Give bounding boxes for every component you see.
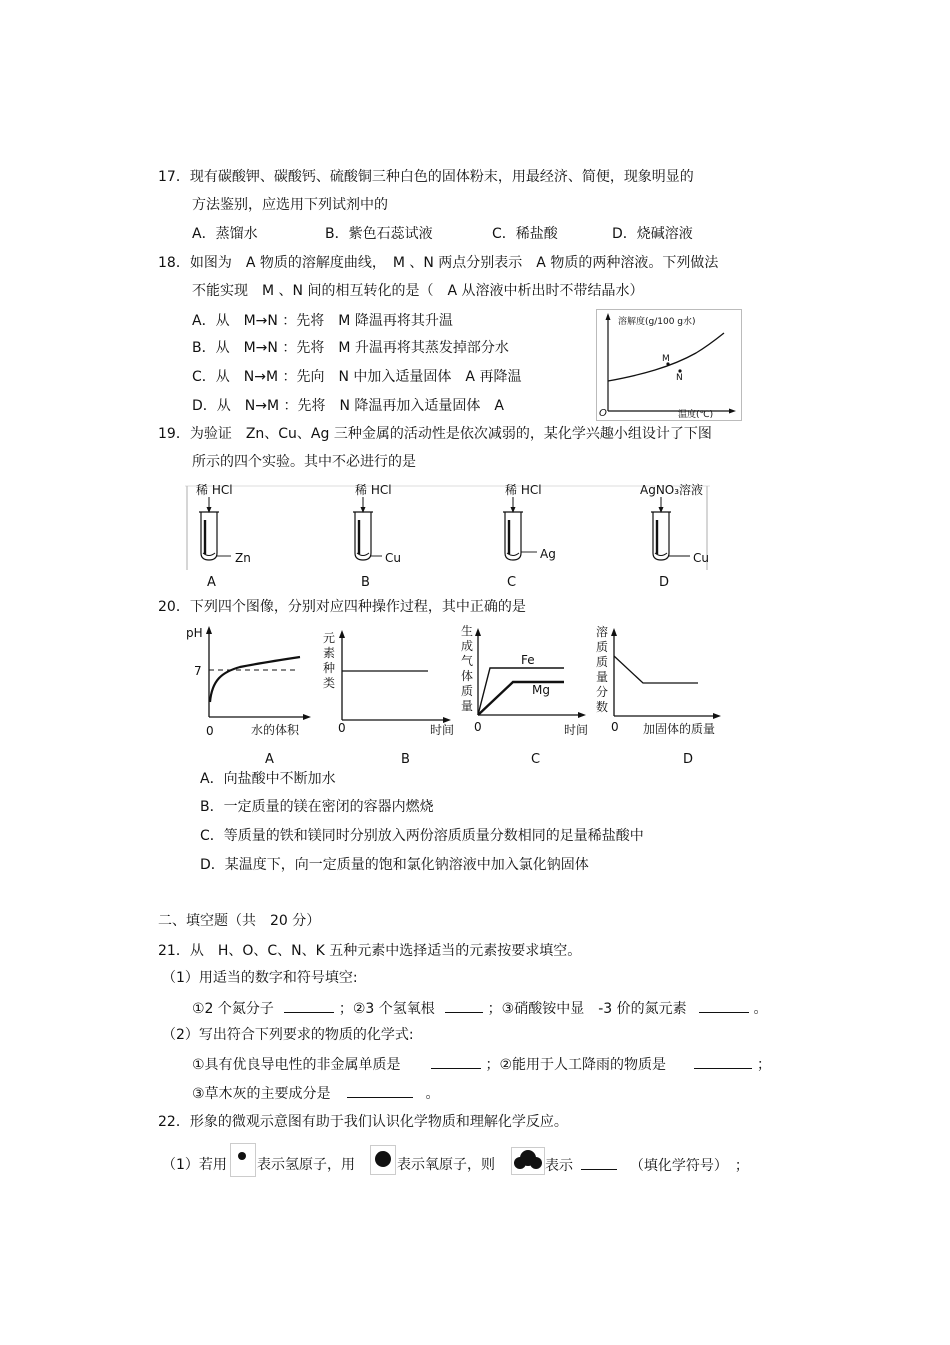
q21-sub1-row (192, 998, 768, 1019)
q21-blank-plant-ash[interactable] (347, 1083, 413, 1098)
q19-tube-d-metal: Cu (693, 551, 709, 565)
q20-graph-b-origin: 0 (338, 721, 346, 735)
q20-option-c: C．等质量的铁和镁同时分别放入两份溶质质量分数相同的足量稀盐酸中 (200, 828, 644, 844)
q18-point-m-label: M (662, 354, 670, 364)
q19-tube-a-reagent: 稀 HCl (196, 483, 233, 497)
svg-text:质: 质 (461, 684, 474, 698)
q18-option-a: A．从 M→N ：先将 M 降温再将其升温 (192, 313, 453, 329)
q17-option-c: C．稀盐酸 (492, 226, 558, 242)
q17-stem-line1: 17．现有碳酸钾、碳酸钙、硫酸铜三种白色的固体粉末，用最经济、简便，现象明显的 (158, 169, 694, 185)
q20-option-b: B．一定质量的镁在密闭的容器内燃烧 (200, 799, 434, 815)
q20-graph-d-label: D (683, 752, 694, 767)
q20-graph-d-ylabel-vertical (596, 624, 608, 714)
q20-graph-a (186, 626, 311, 767)
q19-tube-b-reagent: 稀 HCl (355, 483, 392, 497)
q18-solubility-graph (596, 309, 742, 421)
q21-stem-line1: 21．从 H、O、C、N、K 五种元素中选择适当的元素按要求填空。 (158, 943, 582, 959)
svg-text:类: 类 (323, 676, 336, 690)
oxygen-atom-icon (370, 1145, 396, 1175)
q21-sub2-a: ①具有优良导电性的非金属单质是 (192, 1057, 401, 1073)
q20-graph-c-xlabel: 时间 (564, 723, 589, 737)
q19-experiment-figure (185, 480, 710, 590)
q19-tube-c-reagent: 稀 HCl (505, 483, 542, 497)
q19-test-tube-c (503, 482, 556, 590)
q18-stem-line2: 不能实现 M 、N 间的相互转化的是（ A 从溶液中析出时不带结晶水） (192, 283, 644, 299)
q22-blank-chemical-symbol[interactable] (581, 1155, 617, 1170)
q21-sub1-b: ；②3 个氢氧根 (338, 1001, 435, 1017)
q21-sub2-end: ； (756, 1057, 771, 1073)
q20-graph-d-origin: 0 (611, 720, 619, 734)
q19-tube-d-reagent: AgNO₃溶液 (640, 483, 704, 497)
svg-text:元: 元 (323, 631, 336, 645)
q19-tube-d-label: D (659, 575, 670, 590)
q20-option-d: D．某温度下，向一定质量的饱和氯化钠溶液中加入氯化钠固体 (200, 857, 589, 873)
q21-sub1-end: 。 (753, 1001, 768, 1017)
hydrogen-atom-icon (230, 1143, 256, 1177)
q20-graph-b-ylabel-vertical (323, 631, 335, 690)
q19-tube-c-metal: Ag (540, 547, 556, 561)
q19-tube-a-metal: Zn (235, 551, 251, 565)
q21-sub2-row1 (192, 1054, 771, 1075)
q20-graph-c-label: C (531, 752, 541, 767)
q22-sub1-a: （1）若用 (162, 1157, 227, 1173)
q18-point-n-label: N (676, 373, 683, 383)
q18-graph-origin: O (599, 408, 607, 419)
q19-stem-line1: 19．为验证 Zn、Cu、Ag 三种金属的活动性是依次减弱的，某化学兴趣小组设计了下图 (158, 426, 712, 442)
q20-graph-a-ylabel: pH (186, 626, 203, 640)
svg-text:溶: 溶 (596, 625, 609, 639)
q21-sub2-b: ；②能用于人工降雨的物质是 (485, 1057, 667, 1073)
section2-heading: 二、填空题（共 20 分） (158, 913, 321, 929)
q17-option-b: B．紫色石蕊试液 (325, 226, 433, 242)
svg-text:分: 分 (596, 685, 609, 699)
q21-blank-conductive-nonmetal[interactable] (431, 1054, 481, 1069)
svg-text:气: 气 (461, 654, 474, 668)
q17-option-a: A．蒸馏水 (192, 226, 258, 242)
q21-sub1-c: ；③硝酸铵中显 -3 价的氮元素 (487, 1001, 687, 1017)
q22-sub1-row-end (545, 1155, 749, 1176)
q18-option-d: D．从 N→M ：先将 N 降温再加入适量固体 A (192, 398, 505, 414)
q22-sub1-c: 表示氧原子，则 (397, 1157, 495, 1173)
water-molecule-icon (511, 1147, 545, 1175)
q20-graph-a-curve (210, 657, 300, 702)
q20-graph-d-line (614, 656, 698, 683)
q20-graph-c-mg-line (478, 682, 564, 715)
svg-text:素: 素 (323, 646, 336, 660)
q20-graph-c-ylabel-vertical (461, 623, 473, 713)
q20-graph-b (323, 630, 454, 767)
q20-graph-c-origin: 0 (474, 720, 482, 734)
q21-sub2-row2 (192, 1083, 439, 1104)
q21-blank-hydroxide[interactable] (445, 998, 483, 1013)
q19-tube-a-label: A (207, 575, 216, 590)
svg-text:生: 生 (461, 624, 474, 638)
q20-graph-a-origin: 0 (206, 724, 214, 738)
q20-graph-b-xlabel: 时间 (430, 723, 455, 737)
q19-tube-c-label: C (507, 575, 517, 590)
q18-option-b: B．从 M→N ：先将 M 升温再将其蒸发掉部分水 (192, 340, 509, 356)
q20-graph-c-mg-label: Mg (532, 683, 550, 697)
svg-text:体: 体 (461, 669, 474, 683)
q17-option-d: D．烧碱溶液 (612, 226, 693, 242)
svg-text:质: 质 (596, 655, 609, 669)
q20-graph-a-label: A (265, 752, 274, 767)
q18-option-c: C．从 N→M ：先向 N 中加入适量固体 A 再降温 (192, 369, 522, 385)
q21-sub1-a: ①2 个氮分子 (192, 1001, 274, 1017)
q22-sub1-e: （填化学符号） ； (629, 1158, 749, 1174)
q20-graph-b-label: B (401, 752, 410, 767)
q20-stem-line1: 20．下列四个图像，分别对应四种操作过程，其中正确的是 (158, 599, 526, 615)
q21-sub2-c: ③草木灰的主要成分是 (192, 1086, 331, 1102)
svg-text:成: 成 (461, 639, 474, 653)
q19-test-tube-a (196, 482, 251, 590)
q19-tube-b-label: B (361, 575, 370, 590)
q18-graph-ylabel: 溶解度(g/100 g水) (618, 317, 696, 327)
svg-text:量: 量 (461, 699, 474, 713)
q18-graph-xlabel: 温度(℃) (678, 410, 714, 420)
q20-graph-c (461, 623, 588, 767)
q19-tube-b-metal: Cu (385, 551, 401, 565)
svg-text:质: 质 (596, 640, 609, 654)
q19-test-tube-b (353, 482, 401, 590)
q20-graph-d-xlabel: 加固体的质量 (643, 722, 716, 736)
svg-text:数: 数 (596, 700, 609, 714)
q17-stem-line2: 方法鉴别，应选用下列试剂中的 (192, 197, 388, 213)
q18-stem-line1: 18．如图为 A 物质的溶解度曲线， M 、N 两点分别表示 A 物质的两种溶液。下列做法 (158, 255, 719, 271)
q20-graph-c-fe-label: Fe (521, 653, 535, 667)
q21-sub2-c-end: 。 (425, 1086, 440, 1102)
q21-sub1-prompt: （1）用适当的数字和符号填空: (162, 970, 358, 986)
q21-blank-nitrogen-molecules[interactable] (284, 998, 334, 1013)
q22-stem-line1: 22．形象的微观示意图有助于我们认识化学物质和理解化学反应。 (158, 1114, 568, 1130)
q22-sub1-b: 表示氢原子，用 (257, 1157, 355, 1173)
q21-blank-nitrogen-minus3[interactable] (699, 998, 749, 1013)
svg-text:量: 量 (596, 670, 609, 684)
q20-graph-a-xlabel: 水的体积 (251, 723, 300, 737)
q22-sub1-d: 表示 (545, 1158, 573, 1174)
svg-text:种: 种 (323, 661, 336, 675)
q19-test-tube-d (640, 482, 709, 590)
q20-graph-d (596, 624, 721, 767)
q20-graphs-figure (180, 620, 740, 770)
q20-graph-c-fe-line (478, 668, 564, 715)
q20-graph-a-tick-7: 7 (194, 664, 202, 678)
q20-option-a: A．向盐酸中不断加水 (200, 771, 336, 787)
q21-sub2-prompt: （2）写出符合下列要求的物质的化学式: (162, 1027, 414, 1043)
q19-stem-line2: 所示的四个实验。其中不必进行的是 (192, 454, 416, 470)
q21-blank-artificial-rain[interactable] (694, 1054, 752, 1069)
